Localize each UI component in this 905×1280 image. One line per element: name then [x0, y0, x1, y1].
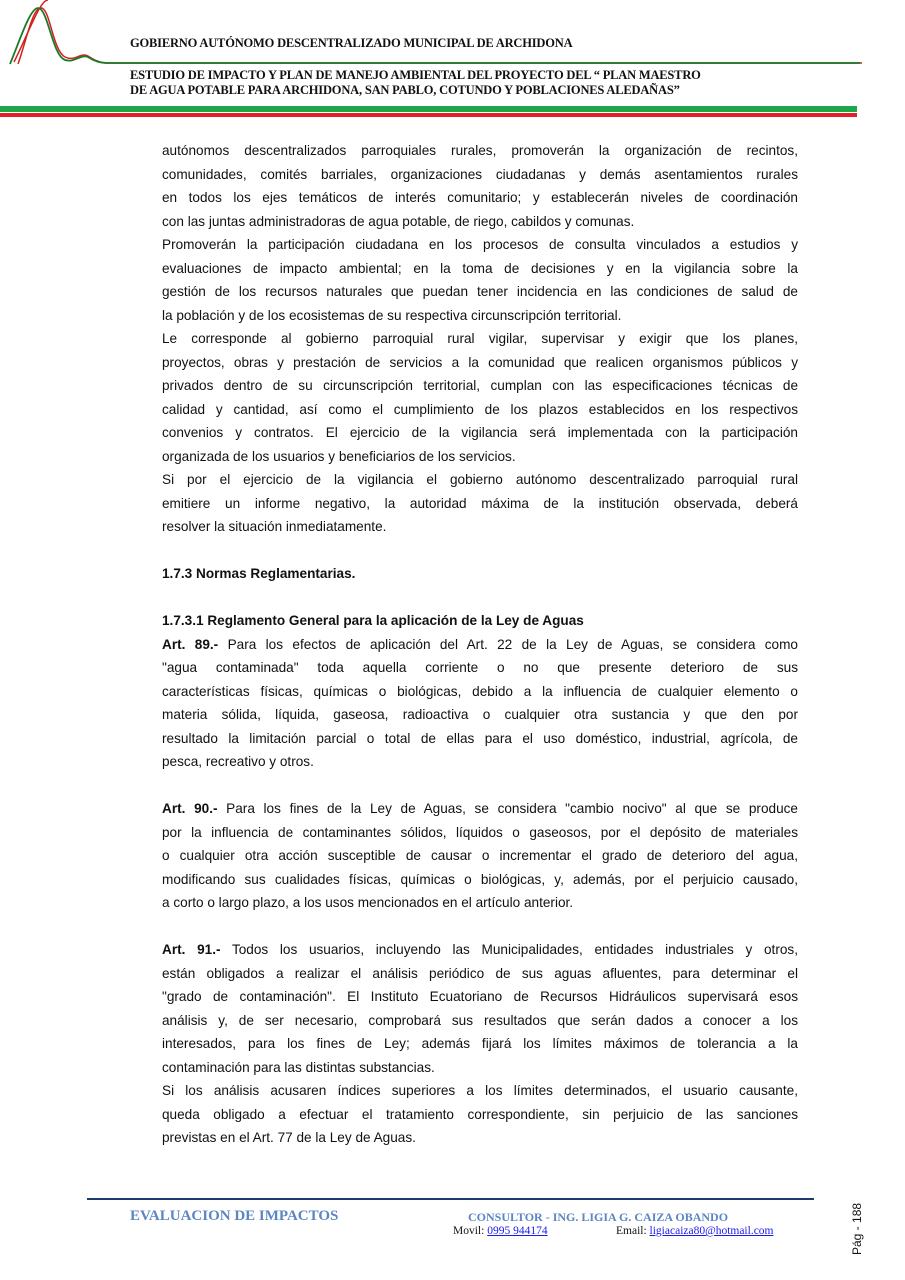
line-text: gestión de los recursos naturales que puedan tener incidencia en las condiciones de salud de [162, 284, 798, 299]
text-line [162, 515, 798, 539]
phone-link[interactable]: 0995 944174 [487, 1225, 548, 1237]
bold-heading: 1.7.3 Normas Reglamentarias. [162, 566, 356, 581]
text-line [162, 750, 798, 774]
page-number: Pág - 188 [850, 1202, 864, 1255]
line-text: en todos los ejes temáticos de interés comunitario; y establecerán niveles de coordinación [162, 190, 798, 205]
text-line [162, 233, 798, 257]
line-text: la población y de los ecosistemas de su respectiva circunscripción territorial. [162, 307, 622, 323]
text-line [162, 539, 798, 563]
email-link[interactable]: ligiacaiza80@hotmail.com [649, 1225, 774, 1237]
text-line [162, 304, 798, 328]
document-body [162, 139, 798, 1150]
text-line [162, 727, 798, 751]
line-text: Para los efectos de aplicación del Art. 22 de la Ley de Aguas, se considera como [218, 636, 798, 652]
line-text: previstas en el Art. 77 de la Ley de Aguas. [162, 1130, 416, 1145]
text-line [162, 962, 798, 986]
text-line [162, 186, 798, 210]
text-line [162, 280, 798, 304]
line-text: resolver la situación inmediatamente. [162, 519, 387, 534]
text-line [162, 633, 798, 657]
text-line [162, 656, 798, 680]
text-line [162, 257, 798, 281]
text-line [162, 492, 798, 516]
text-line [162, 797, 798, 821]
line-text: calidad y cantidad, así como el cumplimiento de los plazos establecidos en los respectivos [162, 401, 798, 417]
text-line [162, 774, 798, 798]
line-text: Para los fines de la Ley de Aguas, se considera "cambio nocivo" al que se produce [217, 801, 798, 816]
text-line [162, 1103, 798, 1127]
line-text: resultado la limitación parcial o total de ellas para el uso doméstico, industrial, agrícola, de [162, 730, 798, 746]
footer-email [616, 1225, 774, 1237]
text-line [162, 351, 798, 375]
text-line [162, 398, 798, 422]
bold-heading: Art. 90.- [162, 801, 218, 816]
bold-heading: 1.7.3.1 Reglamento General para la aplicación de la Ley de Aguas [162, 613, 584, 628]
line-text: autónomos descentralizados parroquiales rurales, promoverán la organización de recintos, [162, 143, 798, 158]
phone-label: Movil: [453, 1225, 488, 1237]
line-text: organizada de los usuarios y beneficiarios de los servicios. [162, 448, 516, 464]
header-institution: GOBIERNO AUTÓNOMO DESCENTRALIZADO MUNICIPAL DE ARCHIDONA [130, 36, 573, 50]
text-line [162, 680, 798, 704]
footer-section-title: EVALUACION DE IMPACTOS [130, 1208, 339, 1224]
text-line [162, 421, 798, 445]
line-text: Si por el ejercicio de la vigilancia el gobierno autónomo descentralizado parroquial rural [162, 472, 798, 487]
line-text: "grado de contaminación". El Instituto Ecuatoriano de Recursos Hidráulicos supervisará esos [162, 989, 798, 1004]
text-line [162, 1056, 798, 1080]
line-text: proyectos, obras y prestación de servicios a la comunidad que realicen organismos públicos y [162, 354, 798, 370]
line-text: Todos los usuarios, incluyendo las Municipalidades, entidades industriales y otros, [220, 942, 798, 957]
line-text: a corto o largo plazo, a los usos mencionados en el artículo anterior. [162, 895, 574, 910]
line-text: con las juntas administradoras de agua potable, de riego, cabildos y comunas. [162, 213, 635, 229]
line-text: análisis y, de ser necesario, comprobará sus resultados que serán dados a conocer a los [162, 1012, 798, 1028]
text-line [162, 609, 798, 633]
text-line [162, 562, 798, 586]
line-text: características físicas, químicas o biológicas, debido a la influencia de cualquier elemento o [162, 683, 798, 699]
header-study-line-2: DE AGUA POTABLE PARA ARCHIDONA, SAN PABLO, COTUNDO Y POBLACIONES ALEDAÑAS” [130, 83, 680, 97]
text-line [162, 586, 798, 610]
bold-heading: Art. 91.- [162, 942, 221, 957]
line-text: Promoverán la participación ciudadana en los procesos de consulta vinculados a estudios y [162, 237, 798, 252]
text-line [162, 891, 798, 915]
line-text: interesados, para los fines de Ley; además fijará los límites máximos de tolerancia a la [162, 1036, 798, 1051]
line-text: Le corresponde al gobierno parroquial rural vigilar, supervisar y exigir que los planes, [162, 331, 798, 346]
text-line [162, 915, 798, 939]
line-text: modificando sus cualidades físicas, químicas o biológicas, y, además, por el perjuicio causado, [162, 871, 798, 887]
text-line [162, 821, 798, 845]
line-text: privados dentro de su circunscripción territorial, cumplan con las especificaciones técnicas de [162, 378, 798, 393]
header-red-band [0, 113, 857, 117]
text-line [162, 703, 798, 727]
header-study-line-1: ESTUDIO DE IMPACTO Y PLAN DE MANEJO AMBIENTAL DEL PROYECTO DEL “ PLAN MAESTRO [130, 68, 701, 82]
text-line [162, 1009, 798, 1033]
municipal-logo-waves [0, 0, 870, 70]
line-text: evaluaciones de impacto ambiental; en la toma de decisiones y en la vigilancia sobre la [162, 260, 798, 276]
line-text: están obligados a realizar el análisis periódico de sus aguas afluentes, para determinar el [162, 965, 798, 981]
text-line [162, 985, 798, 1009]
text-line [162, 445, 798, 469]
line-text: por la influencia de contaminantes sólidos, líquidos o gaseosos, por el depósito de materiales [162, 824, 798, 840]
line-text: comunidades, comités barriales, organizaciones ciudadanas y demás asentamientos rurales [162, 166, 798, 182]
text-line [162, 468, 798, 492]
line-text: queda obligado a efectuar el tratamiento correspondiente, sin perjuicio de las sanciones [162, 1106, 798, 1122]
line-text: "agua contaminada" toda aquella corriente o no que presente deterioro de sus [162, 660, 798, 675]
line-text: Si los análisis acusaren índices superiores a los límites determinados, el usuario causante, [162, 1083, 798, 1098]
bold-heading: Art. 89.- [162, 636, 219, 652]
line-text: emitiere un informe negativo, la autoridad máxima de la institución observada, deberá [162, 495, 798, 511]
email-label: Email: [616, 1225, 650, 1237]
text-line [162, 139, 798, 163]
text-line [162, 163, 798, 187]
line-text: pesca, recreativo y otros. [162, 754, 314, 769]
text-line [162, 868, 798, 892]
header-study-title [130, 68, 701, 98]
line-text: contaminación para las distintas substancias. [162, 1059, 435, 1075]
text-line [162, 1126, 798, 1150]
line-text: convenios y contratos. El ejercicio de la vigilancia será implementada con la participación [162, 425, 798, 440]
line-text: materia sólida, líquida, gaseosa, radioactiva o cualquier otra sustancia y que den por [162, 707, 798, 722]
footer-consultant: CONSULTOR - ING. LIGIA G. CAIZA OBANDO [468, 1210, 729, 1224]
footer-divider [87, 1198, 814, 1200]
text-line [162, 1079, 798, 1103]
text-line [162, 374, 798, 398]
text-line [162, 1032, 798, 1056]
header-green-band [0, 106, 857, 112]
text-line [162, 210, 798, 234]
text-line [162, 327, 798, 351]
line-text: o cualquier otra acción susceptible de causar o incrementar el grado de deterioro del agua, [162, 848, 798, 863]
text-line [162, 938, 798, 962]
footer-phone [453, 1225, 548, 1237]
text-line [162, 844, 798, 868]
